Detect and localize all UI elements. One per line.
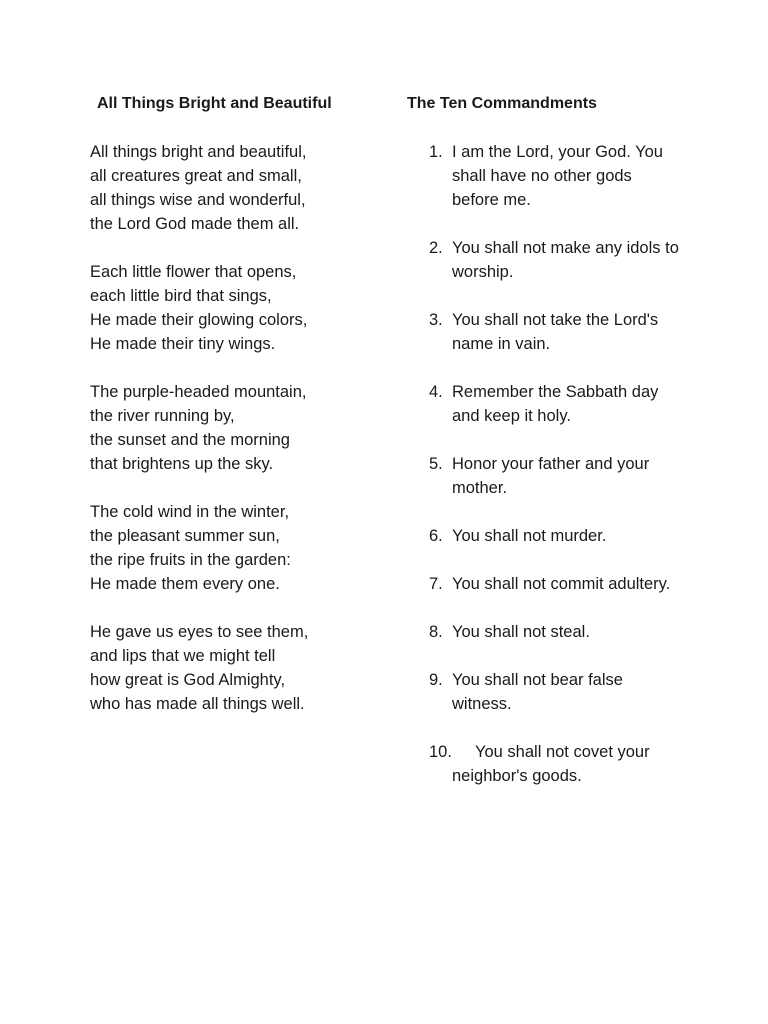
- commandment-text: You shall not commit adultery.: [452, 575, 671, 593]
- commandment-item: [407, 140, 707, 212]
- commandment-number: 5.: [429, 455, 443, 473]
- commandment-text: You shall not covet your neighbor's goods.: [452, 743, 650, 785]
- poem-line: and lips that we might tell: [90, 647, 276, 665]
- commandment-number: 1.: [429, 143, 443, 161]
- poem-line: the ripe fruits in the garden:: [90, 551, 291, 569]
- commandment-text: Remember the Sabbath day and keep it holy.: [452, 383, 659, 425]
- commandment-text: You shall not make any idols to worship.: [452, 239, 679, 281]
- poem-line: the sunset and the morning: [90, 431, 290, 449]
- commandment-item: [407, 524, 707, 548]
- commandment-text: You shall not take the Lord's name in vain.: [452, 311, 659, 353]
- poem-line: He gave us eyes to see them,: [90, 623, 309, 641]
- poem-title: All Things Bright and Beautiful: [97, 95, 332, 112]
- poem-line: all things wise and wonderful,: [90, 191, 306, 209]
- commandments-column: [407, 92, 707, 812]
- commandments-list: [407, 140, 707, 788]
- commandment-item: [407, 236, 707, 284]
- poem-line: the river running by,: [90, 407, 235, 425]
- poem-line: who has made all things well.: [90, 695, 305, 713]
- commandment-number: 10.: [429, 743, 452, 761]
- commandment-item: [407, 452, 707, 500]
- commandment-item: [407, 572, 707, 596]
- commandment-item: [407, 620, 707, 644]
- poem-line: The purple-headed mountain,: [90, 383, 307, 401]
- commandment-item: [407, 668, 707, 716]
- poem-line: He made their glowing colors,: [90, 311, 308, 329]
- poem-stanza: [90, 380, 380, 476]
- commandment-item: [407, 380, 707, 428]
- commandment-number: 3.: [429, 311, 443, 329]
- commandment-text: Honor your father and your mother.: [452, 455, 650, 497]
- poem-line: the Lord God made them all.: [90, 215, 300, 233]
- poem-line: how great is God Almighty,: [90, 671, 286, 689]
- poem-stanza: [90, 500, 380, 596]
- commandment-text: You shall not murder.: [452, 527, 607, 545]
- poem-line: the pleasant summer sun,: [90, 527, 280, 545]
- poem-stanza: [90, 260, 380, 356]
- poem-line: He made them every one.: [90, 575, 280, 593]
- commandment-number: 6.: [429, 527, 443, 545]
- poem-line: Each little flower that opens,: [90, 263, 297, 281]
- commandment-text: I am the Lord, your God. You shall have no other gods before me.: [452, 143, 663, 209]
- poem-line: each little bird that sings,: [90, 287, 272, 305]
- commandment-text: You shall not steal.: [452, 623, 590, 641]
- commandments-title: The Ten Commandments: [407, 95, 597, 112]
- commandment-text: You shall not bear false witness.: [452, 671, 623, 713]
- commandment-number: 8.: [429, 623, 443, 641]
- poem-body: [90, 140, 380, 716]
- commandment-number: 2.: [429, 239, 443, 257]
- poem-line: that brightens up the sky.: [90, 455, 274, 473]
- commandment-number: 4.: [429, 383, 443, 401]
- commandment-item: [407, 740, 707, 788]
- poem-line: He made their tiny wings.: [90, 335, 276, 353]
- poem-line: All things bright and beautiful,: [90, 143, 307, 161]
- poem-column: [90, 92, 380, 740]
- poem-line: all creatures great and small,: [90, 167, 302, 185]
- poem-stanza: [90, 620, 380, 716]
- poem-line: The cold wind in the winter,: [90, 503, 290, 521]
- poem-stanza: [90, 140, 380, 236]
- commandment-item: [407, 308, 707, 356]
- commandment-number: 9.: [429, 671, 443, 689]
- commandment-number: 7.: [429, 575, 443, 593]
